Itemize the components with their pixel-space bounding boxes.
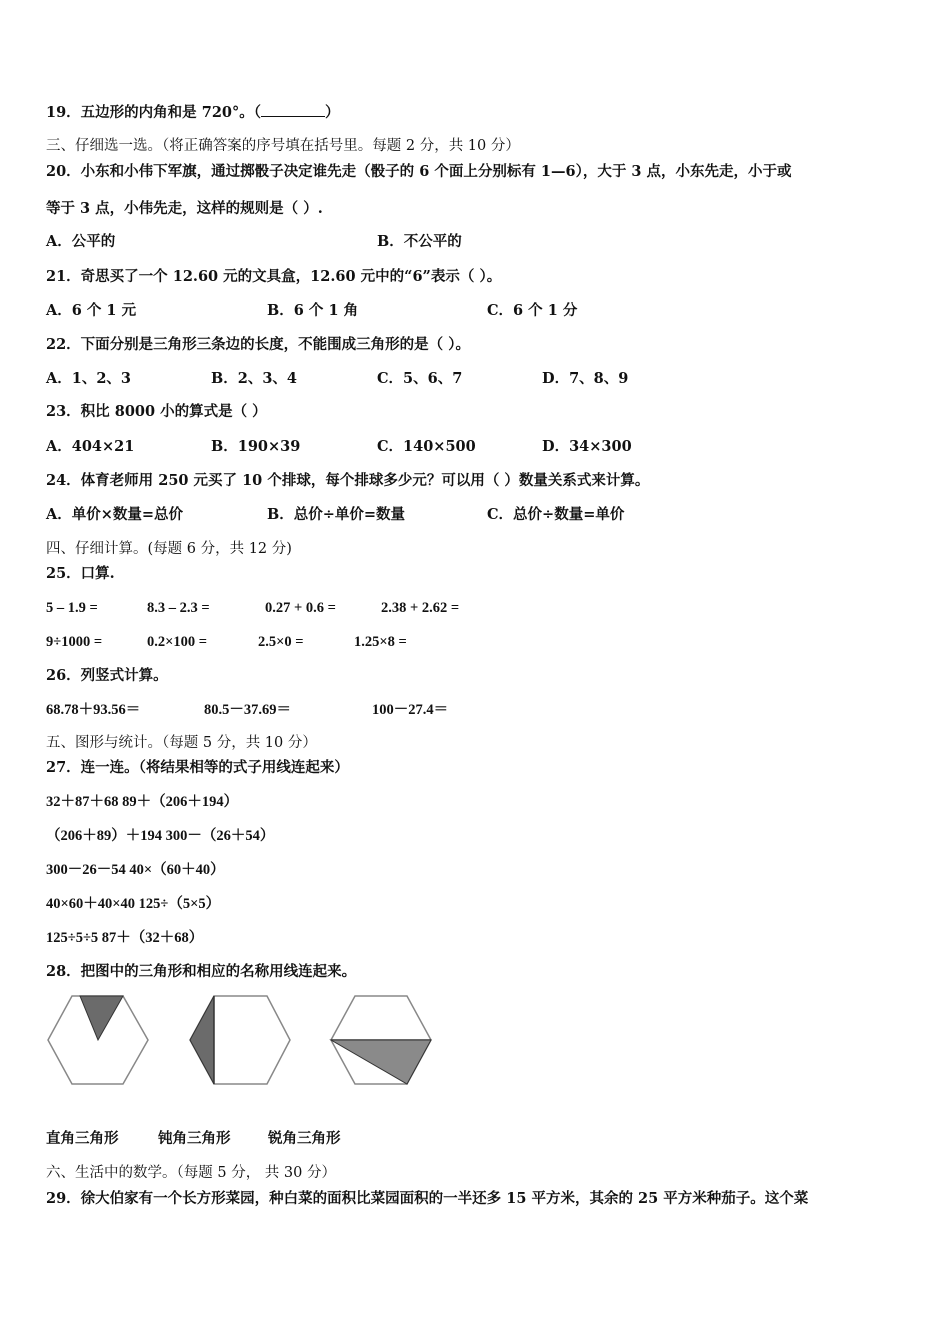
answer-blank — [261, 102, 325, 117]
q27-row: 32＋87＋68 89＋（206＋194） — [46, 794, 239, 810]
section-3-title: 三、仔细选一选。（将正确答案的序号填在括号里。每题 2 分，共 10 分） — [46, 138, 520, 154]
q23-text: 23．积比 8000 小的算式是（ ） — [46, 403, 267, 420]
q24-text: 24．体育老师用 250 元买了 10 个排球，每个排球多少元？可以用（ ）数量关系式来计算。 — [46, 472, 650, 489]
section-4-title: 四、仔细计算。(每题 6 分，共 12 分) — [46, 541, 292, 557]
q25-calc: 2.5×0 = — [258, 634, 304, 650]
q26-text: 26．列竖式计算。 — [46, 667, 168, 684]
label-acute-triangle: 锐角三角形 — [268, 1130, 341, 1147]
q24-option-c: C．总价÷数量=单价 — [487, 506, 625, 523]
hexagon-figures — [40, 988, 440, 1088]
q27-text: 27．连一连。（将结果相等的式子用线连起来） — [46, 759, 349, 776]
q25-calc: 0.27 + 0.6 = — [265, 600, 336, 616]
label-obtuse-triangle: 钝角三角形 — [158, 1130, 231, 1147]
q19-text: 19．五边形的内角和是 720°。（ — [46, 104, 261, 121]
q20-line2: 等于 3 点，小伟先走，这样的规则是（ ）. — [46, 200, 323, 217]
q20-option-a: A．公平的 — [46, 233, 116, 250]
q22-option-d: D．7、8、9 — [542, 370, 629, 387]
q22-text: 22．下面分别是三角形三条边的长度，不能围成三角形的是（ ）。 — [46, 336, 470, 353]
q29-text: 29．徐大伯家有一个长方形菜园，种白菜的面积比菜园面积的一半还多 15 平方米，其余的 25 平方米种茄子。这个菜 — [46, 1190, 809, 1207]
q24-option-b: B．总价÷单价=数量 — [267, 506, 406, 523]
q26-item: 68.78＋93.56＝ — [46, 702, 141, 718]
q27-row: 125÷5÷5 87＋（32＋68） — [46, 930, 204, 946]
q23-option-d: D．34×300 — [542, 438, 632, 455]
q19 — [46, 102, 340, 123]
hexagon-figure-2 — [190, 996, 290, 1084]
q19-tail: ） — [325, 104, 340, 121]
q26-item: 100－27.4＝ — [372, 702, 449, 718]
q23-option-b: B．190×39 — [211, 438, 301, 455]
hexagon-figure-1 — [48, 996, 148, 1084]
hexagon-figure-3 — [331, 996, 431, 1084]
q27-row: 40×60＋40×40 125÷（5×5） — [46, 896, 221, 912]
q24-option-a: A．单价×数量=总价 — [46, 506, 184, 523]
q25-calc: 2.38 + 2.62 = — [381, 600, 460, 616]
q21-option-c: C．6 个 1 分 — [487, 302, 578, 319]
q25-text: 25．口算. — [46, 565, 115, 582]
q21-option-b: B．6 个 1 角 — [267, 302, 359, 319]
q22-option-a: A．1、2、3 — [46, 370, 132, 387]
q20-option-b: B．不公平的 — [377, 233, 462, 250]
label-right-triangle: 直角三角形 — [46, 1130, 119, 1147]
q25-calc: 0.2×100 = — [147, 634, 208, 650]
q28-text: 28．把图中的三角形和相应的名称用线连起来。 — [46, 963, 357, 980]
section-6-title: 六、生活中的数学。（每题 5 分， 共 30 分） — [46, 1165, 336, 1181]
q21-option-a: A．6 个 1 元 — [46, 302, 137, 319]
q26-item: 80.5－37.69＝ — [204, 702, 291, 718]
q23-option-a: A．404×21 — [46, 438, 135, 455]
q22-option-b: B．2、3、4 — [211, 370, 298, 387]
q22-option-c: C．5、6、7 — [377, 370, 463, 387]
q20-line1: 20．小东和小伟下军旗，通过掷骰子决定谁先走（骰子的 6 个面上分别标有 1—6），大于 3 点，小东先走，小于或 — [46, 163, 792, 180]
q27-row: 300－26－54 40×（60＋40） — [46, 862, 225, 878]
q25-calc: 5 – 1.9 = — [46, 600, 98, 616]
q25-calc: 8.3 – 2.3 = — [147, 600, 210, 616]
q25-calc: 1.25×8 = — [354, 634, 407, 650]
q21-text: 21．奇思买了一个 12.60 元的文具盒，12.60 元中的“6”表示（ ）。 — [46, 268, 502, 285]
q23-option-c: C．140×500 — [377, 438, 476, 455]
q27-row: （206＋89）＋194 300－（26＋54） — [46, 828, 275, 844]
q25-calc: 9÷1000 = — [46, 634, 103, 650]
section-5-title: 五、图形与统计。（每题 5 分，共 10 分） — [46, 735, 317, 751]
